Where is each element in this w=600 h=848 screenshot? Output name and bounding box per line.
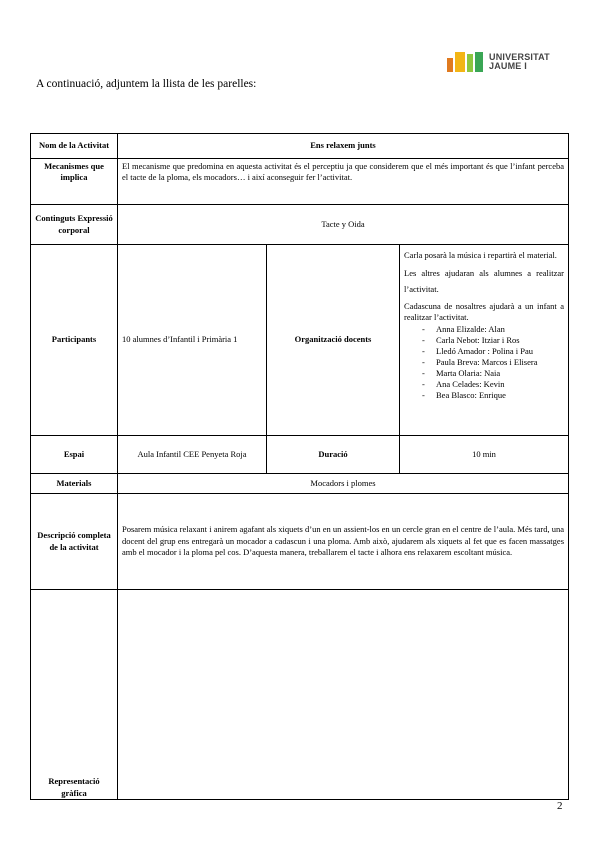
intro-text: A continuació, adjuntem la llista de les parelles: <box>36 78 257 90</box>
table-row <box>31 590 569 800</box>
activity-name-label: Nom de la Activitat <box>31 134 118 159</box>
mechanisms-label: Mecanismes que implica <box>31 159 118 205</box>
org-paragraph: Les altres ajudaran als alumnes a realitzar l’activitat. <box>404 268 565 295</box>
list-item: - Ana Celades: Kevin <box>422 379 564 390</box>
list-item: - Bea Blasco: Enrique <box>422 390 564 401</box>
list-item: - Carla Nebot: Itziar i Ros <box>422 335 564 346</box>
description-label: Descripció completa de la activitat <box>31 494 118 590</box>
list-item: - Lledó Amador : Polina i Pau <box>422 346 564 357</box>
university-logo <box>447 52 550 72</box>
table-row <box>31 159 569 205</box>
activity-table <box>30 133 569 800</box>
org-paragraph: Carla posarà la música i repartirà el material. <box>404 250 557 260</box>
table-row <box>31 436 569 474</box>
materials-label: Materials <box>31 474 118 494</box>
list-item: - Paula Breva: Marcos i Elisera <box>422 357 564 368</box>
logo-line-1: UNIVERSITAT <box>489 52 550 62</box>
activity-name-value: Ens relaxem junts <box>118 134 569 159</box>
uji-logo-mark-icon <box>447 52 483 72</box>
teacher-organization-value <box>400 245 569 436</box>
table-row <box>31 474 569 494</box>
mechanisms-value: El mecanisme que predomina en aquesta activitat és el perceptiu ja que considerem que el més important és que l’infant perceba el tacte de la ploma, els mocadors… i així aconseguir fer l’activitat. <box>118 159 569 205</box>
org-paragraph: Cadascuna de nosaltres ajudarà a un infant a realitzar l’activitat. <box>404 301 565 322</box>
table-row <box>31 494 569 590</box>
duration-label: Duració <box>267 436 400 474</box>
graphic-representation-value <box>118 590 569 800</box>
pairs-list <box>404 324 564 401</box>
teacher-organization-label: Organització docents <box>267 245 400 436</box>
participants-value: 10 alumnes d’Infantil i Primària 1 <box>118 245 267 436</box>
list-item: - Anna Elizalde: Alan <box>422 324 564 335</box>
description-value: Posarem música relaxant i anirem agafant als xiquets d’un en un assient-los en un cercle gran en el centre de l’aula. Més tard, una docent del grup ens entregarà un mocador a cadascun i una ploma. Amb això, ajudarem als xiquets al fet que es facen massatges amb el mocador i la ploma pel cos. D’aquesta manera, treballarem el tacte i alhora ens relaxarem escoltant música. <box>118 494 569 590</box>
table-row <box>31 245 569 436</box>
participants-label: Participants <box>31 245 118 436</box>
logo-line-2: JAUME I <box>489 61 527 71</box>
page-number: 2 <box>557 800 563 812</box>
table-row <box>31 134 569 159</box>
space-value: Aula Infantil CEE Penyeta Roja <box>118 436 267 474</box>
contents-value: Tacte y Oida <box>118 205 569 245</box>
logo-text <box>489 53 550 71</box>
contents-label: Continguts Expressió corporal <box>31 205 118 245</box>
list-item: - Marta Olaria: Naia <box>422 368 564 379</box>
graphic-representation-label: Representació gràfica <box>31 590 118 800</box>
duration-value: 10 min <box>400 436 569 474</box>
space-label: Espai <box>31 436 118 474</box>
materials-value: Mocadors i plomes <box>118 474 569 494</box>
table-row <box>31 205 569 245</box>
